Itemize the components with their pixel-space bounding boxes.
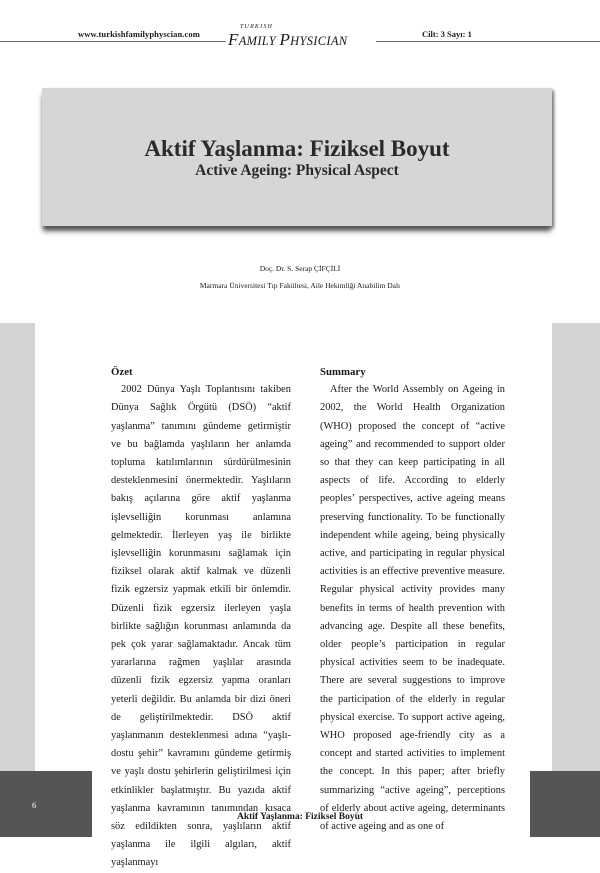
logo-turkish: TURKISH — [240, 24, 274, 30]
article-title-english: Active Ageing: Physical Aspect — [195, 162, 399, 179]
right-margin-block — [552, 323, 600, 771]
abstract-english — [320, 363, 505, 836]
author-name: Doç. Dr. S. Serap ÇİFÇİLİ — [259, 264, 341, 273]
article-title-turkish: Aktif Yaşlanma: Fiziksel Boyut — [144, 136, 450, 161]
abstract-english-text: After the World Assembly on Ageing in 2002, the World Health Organization (WHO) proposed the concept of “active ageing” and recommended to support older so that they can keep participating in all aspects of life. According to elderly peoples’ perspectives, active ageing means preserving functionality. To be functionally independent while ageing, being physically active, and participating in regular physical activities is an effective preventive measure. Regular physical activity provides many benefits in terms of health prevention with advancing age. Despite all these benefits, older people’s participation in regular physical activities seem to be inadequate. There are several suggestions to improve the participation of the elderly in regular physical exercise. To support active ageing, WHO proposed age-friendly city as a concept and started activities to implement the concept. In this paper; after briefly summarizing “active ageing”, perceptions of elderly about active ageing, determinants of active ageing and as one of — [320, 384, 505, 833]
logo-family-physician: FAMILY PHYSICIAN — [228, 30, 348, 49]
abstract-turkish — [111, 363, 291, 873]
issue-info: Cilt: 3 Sayı: 1 — [422, 29, 472, 39]
author-affiliation: Marmara Üniversitesi Tıp Fakültesi, Aile Hekimliği Anabilim Dalı — [199, 281, 401, 290]
abstract-turkish-heading: Özet — [111, 366, 133, 378]
footer-right-block — [530, 771, 600, 837]
abstract-turkish-text: 2002 Dünya Yaşlı Toplantısını takiben Dünya Sağlık Örgütü (DSÖ) “aktif yaşlanma” tanımını gündeme getirmiştir ve bu bağlamda yaşlıların her anlamda topluma katılımlarının sürdürülmesinin desteklenmesini önermektedir. Yaşlıların bakış açılarına göre aktif yaşlanma işlevselliğin korunması anlamına gelmektedir. İlerleyen yaş ile birlikte işlevselliğin korunmasını sağlamak için fiziksel olarak aktif kalmak ve düzenli fizik egzersiz yapmak etkili bir önlemdir. Düzenli fizik egzersiz ilerleyen yaşla birlikte sağlığın korunması anlamında da pek çok yarar sağlamaktadır. Ancak tüm yararlarına rağmen yaşlılar arasında düzenli fizik egzersiz yapma oranları yeterli değildir. Bu anlamda bir dizi öneri de geliştirilmektedir. DSÖ aktif yaşlanmanın desteklenmesi adına “yaşlı-dostu şehir” kavramını gündeme getirmiş ve yaşlı dostu şehirlerin geliştirilmesi için etkinlikler başlatmıştır. Bu yazıda aktif yaşlanma kavramının tanımından kısaca söz edildikten sonra, yaşlıların aktif yaşlanma ile ilgili algıları, aktif yaşlanmayı — [111, 384, 291, 869]
title-box — [42, 88, 552, 226]
journal-website: www.turkishfamilyphyscian.com — [78, 29, 200, 39]
page-header — [0, 0, 600, 50]
page-number: 6 — [32, 800, 37, 810]
left-margin-block — [0, 323, 35, 771]
journal-logo — [226, 23, 376, 53]
running-title: Aktif Yaşlanma: Fiziksel Boyut — [236, 812, 364, 822]
footer-left-block — [0, 771, 92, 837]
abstract-english-heading: Summary — [320, 366, 366, 378]
